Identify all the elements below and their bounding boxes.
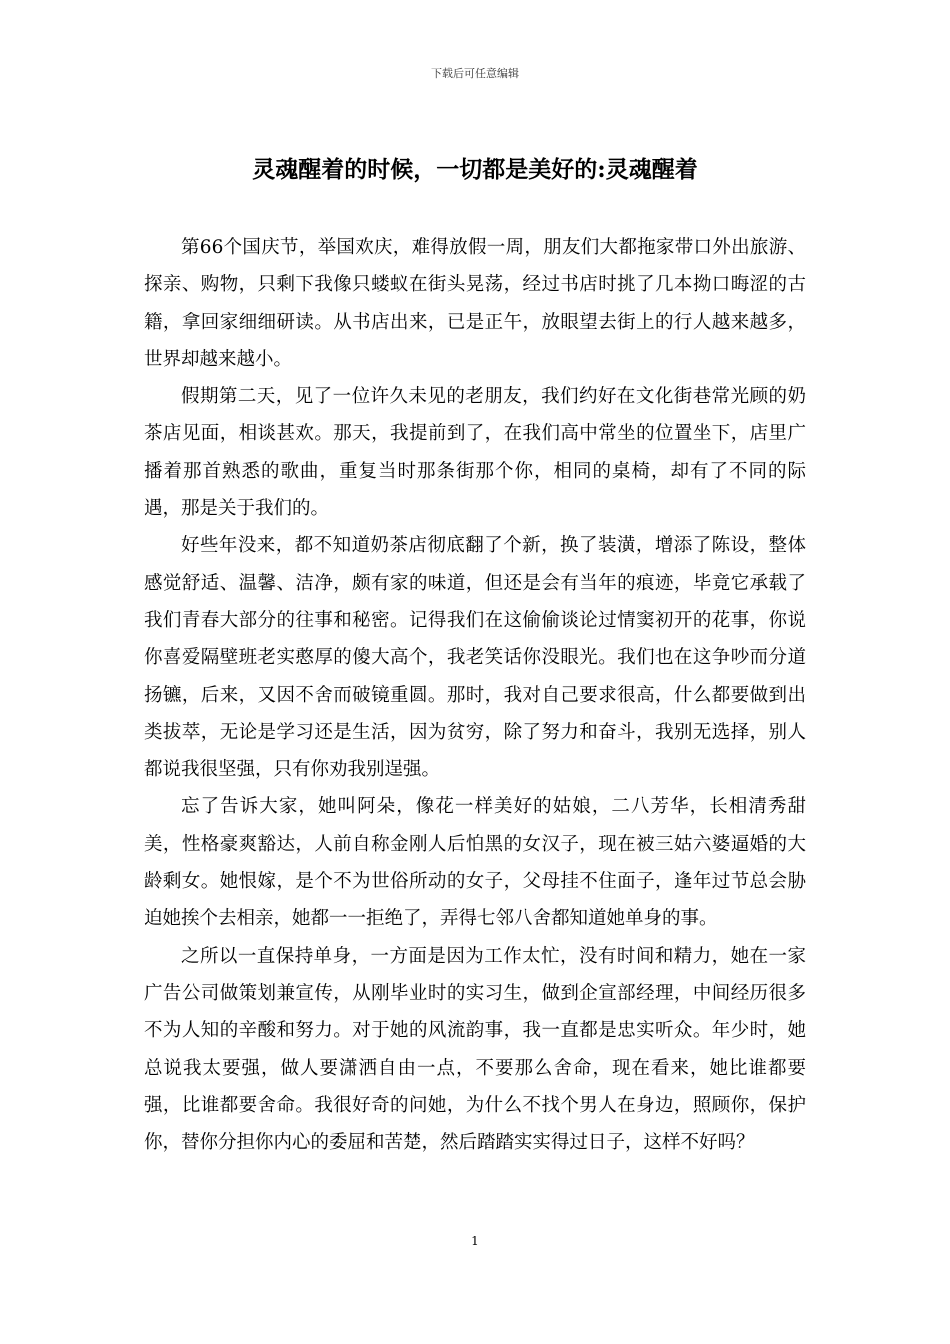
document-body <box>144 229 806 1161</box>
page-number: 1 <box>471 1234 479 1248</box>
paragraph: 好些年没来，都不知道奶茶店彻底翻了个新，换了装潢，增添了陈设，整体感觉舒适、温馨、洁净，颇有家的味道，但还是会有当年的痕迹，毕竟它承载了我们青春大部分的往事和秘密。记得我们在这偷偷谈论过情窦初开的花事，你说你喜爱隔壁班老实憨厚的傻大高个，我老笑话你没眼光。我们也在这争吵而分道扬镳，后来，又因不舍而破镜重圆。那时，我对自己要求很高，什么都要做到出类拔萃，无论是学习还是生活，因为贫穷，除了努力和奋斗，我别无选择，别人都说我很坚强，只有你劝我别逞强。 <box>144 535 806 781</box>
paragraph: 第66个国庆节，举国欢庆，难得放假一周，朋友们大都拖家带口外出旅游、探亲、购物，只剩下我像只蝼蚁在街头晃荡，经过书店时挑了几本拗口晦涩的古籍，拿回家细细研读。从书店出来，已是正午，放眼望去街上的行人越来越多，世界却越来越小。 <box>144 237 806 370</box>
paragraph: 之所以一直保持单身，一方面是因为工作太忙，没有时间和精力，她在一家广告公司做策划兼宣传，从刚毕业时的实习生，做到企宣部经理，中间经历很多不为人知的辛酸和努力。对于她的风流韵事，我一直都是忠实听众。年少时，她总说我太要强，做人要潇洒自由一点，不要那么舍命，现在看来，她比谁都要强，比谁都要舍命。我很好奇的问她，为什么不找个男人在身边，照顾你，保护你，替你分担你内心的委屈和苦楚，然后踏踏实实得过日子，这样不好吗？ <box>144 945 806 1154</box>
document-title: 灵魂醒着的时候，一切都是美好的:灵魂醒着 <box>252 156 698 183</box>
header-note: 下载后可任意编辑 <box>431 67 519 80</box>
paragraph: 忘了告诉大家，她叫阿朵，像花一样美好的姑娘，二八芳华，长相清秀甜美，性格豪爽豁达，人前自称金刚人后怕黑的女汉子，现在被三姑六婆逼婚的大龄剩女。她恨嫁，是个不为世俗所动的女子，父母挂不住面子，逢年过节总会胁迫她挨个去相亲，她都一一拒绝了，弄得七邻八舍都知道她单身的事。 <box>144 796 806 930</box>
paragraph: 假期第二天，见了一位许久未见的老朋友，我们约好在文化街巷常光顾的奶茶店见面，相谈甚欢。那天，我提前到了，在我们高中常坐的位置坐下，店里广播着那首熟悉的歌曲，重复当时那条街那个你，相同的桌椅，却有了不同的际遇，那是关于我们的。 <box>144 386 806 520</box>
